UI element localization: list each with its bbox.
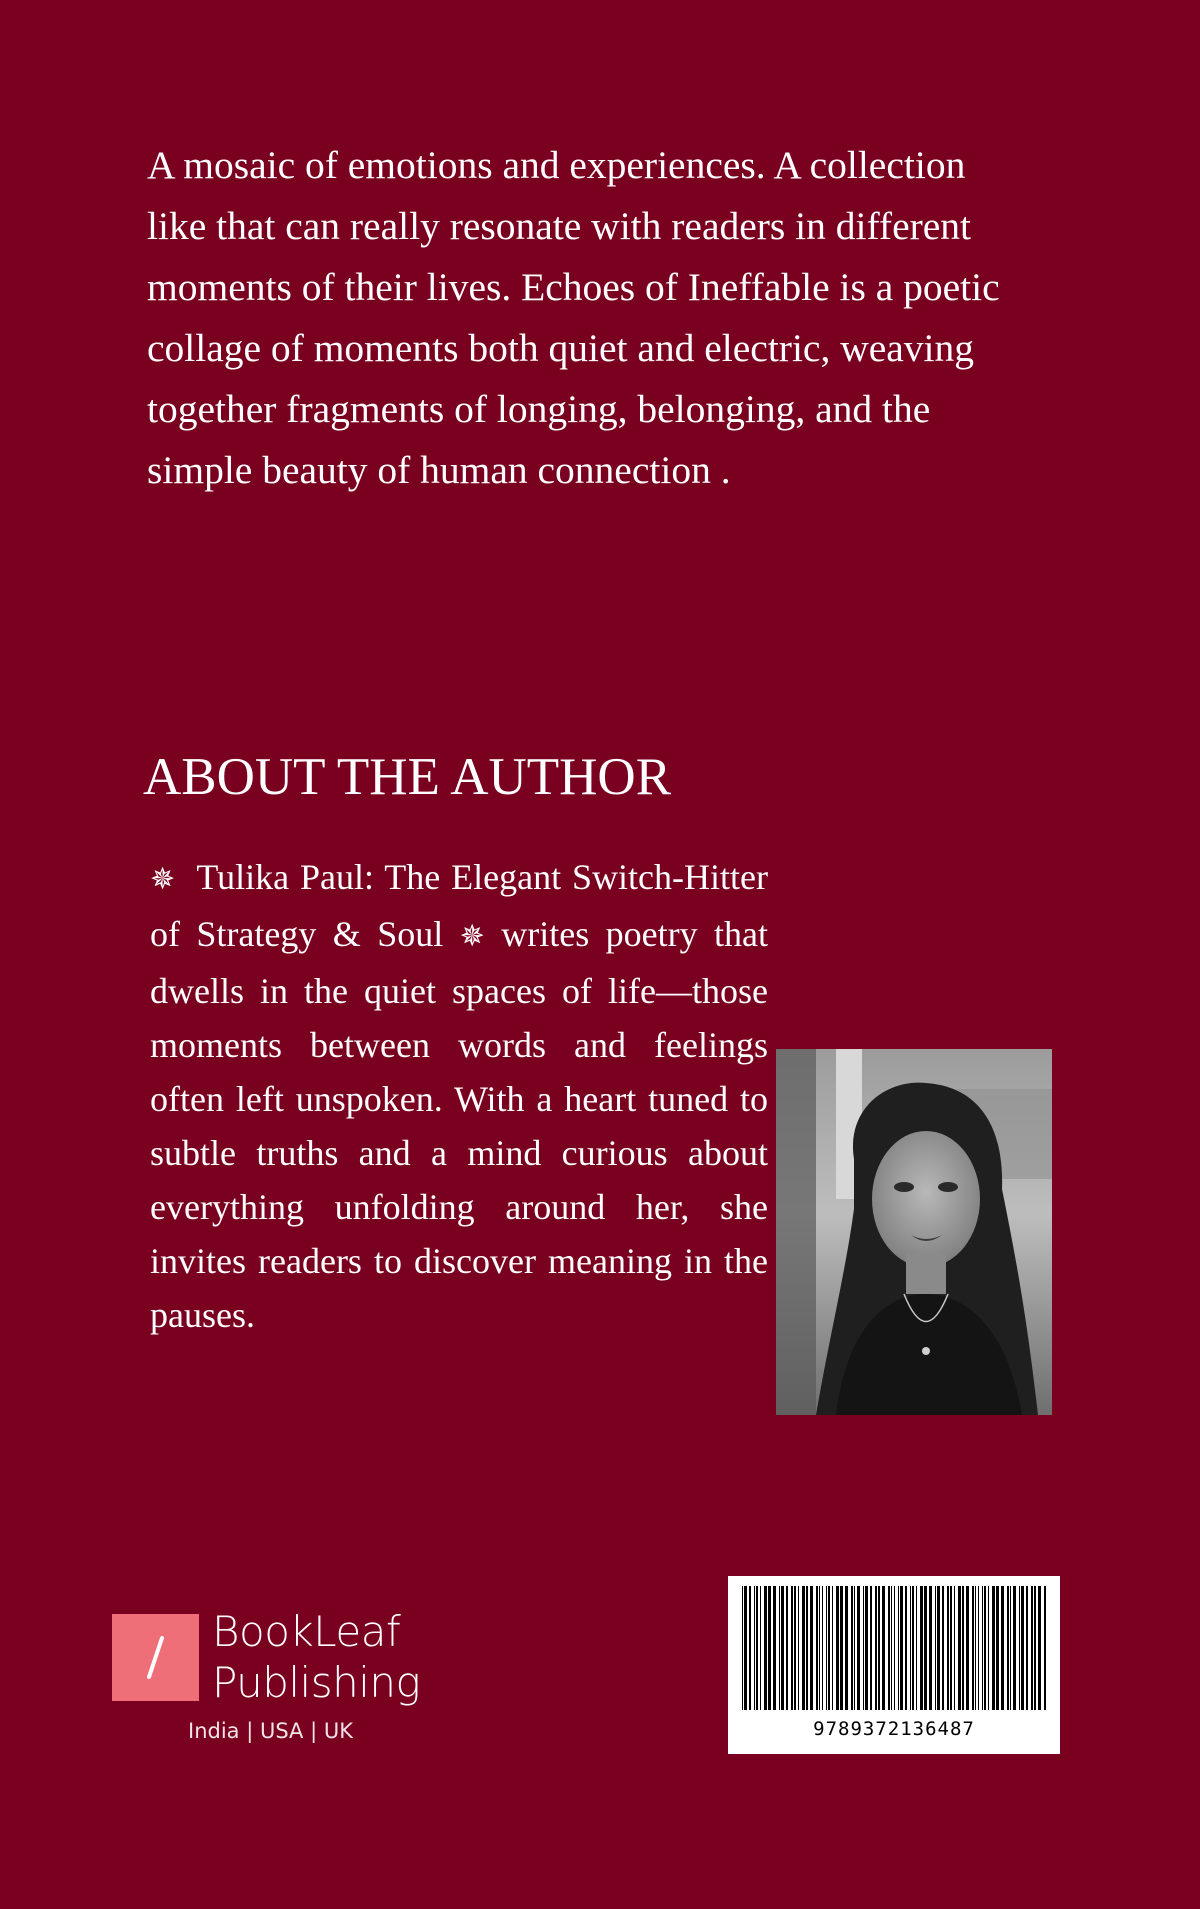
barcode-bar bbox=[894, 1586, 895, 1710]
barcode-bar bbox=[836, 1586, 839, 1710]
barcode-bar bbox=[954, 1586, 955, 1710]
barcode-bar bbox=[773, 1586, 776, 1710]
barcode-bar bbox=[819, 1586, 820, 1710]
barcode-bar bbox=[982, 1586, 983, 1710]
barcode-bar bbox=[816, 1586, 818, 1710]
barcode-bar bbox=[958, 1586, 961, 1710]
barcode-bar bbox=[910, 1586, 911, 1710]
publisher-name-line2: Publishing bbox=[212, 1658, 421, 1707]
barcode-bar bbox=[1026, 1586, 1028, 1710]
author-photo bbox=[776, 1049, 1052, 1415]
publisher-logo bbox=[112, 1614, 199, 1701]
barcode-bar bbox=[937, 1586, 940, 1710]
barcode-bar bbox=[905, 1586, 907, 1710]
barcode-bar bbox=[947, 1586, 949, 1710]
barcode-bar bbox=[900, 1586, 903, 1710]
barcode-bar bbox=[857, 1586, 860, 1710]
barcode-bar bbox=[794, 1586, 796, 1710]
barcode-bar bbox=[898, 1586, 899, 1710]
barcode-bar bbox=[966, 1586, 969, 1710]
isbn-barcode bbox=[728, 1576, 1060, 1754]
star-icon: ✵ bbox=[459, 919, 485, 954]
barcode-bar bbox=[920, 1586, 923, 1710]
barcode-bar bbox=[779, 1586, 780, 1710]
barcode-bar bbox=[1010, 1586, 1011, 1710]
barcode-bar bbox=[798, 1586, 799, 1710]
barcode-bar bbox=[988, 1586, 989, 1710]
barcode-bar bbox=[972, 1586, 974, 1710]
barcode-bar bbox=[806, 1586, 808, 1710]
barcode-bar bbox=[786, 1586, 788, 1710]
barcode-bar bbox=[768, 1586, 771, 1710]
publisher-regions: India | USA | UK bbox=[188, 1719, 353, 1743]
barcode-bar bbox=[764, 1586, 767, 1710]
barcode-bar bbox=[840, 1586, 843, 1710]
barcode-bar bbox=[870, 1586, 872, 1710]
barcode-bar bbox=[802, 1586, 805, 1710]
barcode-bar bbox=[1034, 1586, 1036, 1710]
barcode-bar bbox=[742, 1586, 743, 1710]
bio-body: writes poetry that dwells in the quiet spaces of life—those moments between words and feelings often left unspoken. With a heart tuned to subtle truths and a mind curious about everything unfolding around her, she invites readers to discover meaning in the pauses. bbox=[150, 914, 769, 1335]
barcode-bar bbox=[888, 1586, 890, 1710]
barcode-bar bbox=[810, 1586, 813, 1710]
barcode-bar bbox=[1021, 1586, 1024, 1710]
barcode-bar bbox=[962, 1586, 964, 1710]
barcode-bar bbox=[875, 1586, 877, 1710]
barcode-bar bbox=[826, 1586, 827, 1710]
barcode-bar bbox=[912, 1586, 914, 1710]
barcode-bar bbox=[992, 1586, 995, 1710]
bio-title: Tulika Paul: The Elegant Switch-Hitter of Strategy & Soul bbox=[150, 857, 768, 954]
barcode-bar bbox=[935, 1586, 936, 1710]
barcode-bar bbox=[882, 1586, 885, 1710]
barcode-bar bbox=[916, 1586, 917, 1710]
barcode-bar bbox=[854, 1586, 855, 1710]
barcode-bar bbox=[822, 1586, 823, 1710]
barcode-bar bbox=[845, 1586, 848, 1710]
barcode-bar bbox=[1013, 1586, 1016, 1710]
barcode-bar bbox=[754, 1586, 755, 1710]
barcode-bar bbox=[996, 1586, 999, 1710]
isbn-number: 9789372136487 bbox=[813, 1718, 975, 1740]
barcode-bar bbox=[1038, 1586, 1041, 1710]
barcode-bar bbox=[1019, 1586, 1020, 1710]
barcode-bar bbox=[984, 1586, 986, 1710]
barcode-bar bbox=[744, 1586, 747, 1710]
back-cover-blurb: A mosaic of emotions and experiences. A collection like that can really resonate with readers in different moments of their lives. Echoes of Ineffable is a poetic collage of moments both quiet and electric, weaving together fragments of longing, belonging, and the simple beauty of human connection . bbox=[147, 143, 1000, 492]
barcode-bar bbox=[791, 1586, 793, 1710]
barcode-bar bbox=[1007, 1586, 1009, 1710]
barcode-bar bbox=[851, 1586, 853, 1710]
barcode-bar bbox=[891, 1586, 892, 1710]
barcode-bar bbox=[942, 1586, 944, 1710]
barcode-bar bbox=[756, 1586, 758, 1710]
author-bio bbox=[150, 850, 768, 1342]
barcode-bar bbox=[863, 1586, 864, 1710]
barcode-bar bbox=[832, 1586, 833, 1710]
barcode-bar bbox=[1044, 1586, 1046, 1710]
barcode-bar bbox=[878, 1586, 880, 1710]
barcode-bar bbox=[760, 1586, 761, 1710]
barcode-bar bbox=[1031, 1586, 1033, 1710]
barcode-bar bbox=[978, 1586, 979, 1710]
barcode-bar bbox=[865, 1586, 868, 1710]
star-icon: ✵ bbox=[150, 862, 176, 897]
barcode-bar bbox=[929, 1586, 932, 1710]
publisher-name bbox=[212, 1606, 420, 1708]
barcode-bar bbox=[781, 1586, 784, 1710]
barcode-bar bbox=[924, 1586, 927, 1710]
barcode-bar bbox=[950, 1586, 952, 1710]
barcode-bar bbox=[1001, 1586, 1004, 1710]
barcode-bar bbox=[749, 1586, 751, 1710]
barcode-bar bbox=[975, 1586, 976, 1710]
slash-logo-icon bbox=[112, 1614, 199, 1701]
publisher-name-line1: BookLeaf bbox=[212, 1607, 401, 1656]
about-author-heading: ABOUT THE AUTHOR bbox=[143, 748, 672, 806]
barcode-bar bbox=[828, 1586, 830, 1710]
author-portrait-image bbox=[776, 1049, 1052, 1415]
